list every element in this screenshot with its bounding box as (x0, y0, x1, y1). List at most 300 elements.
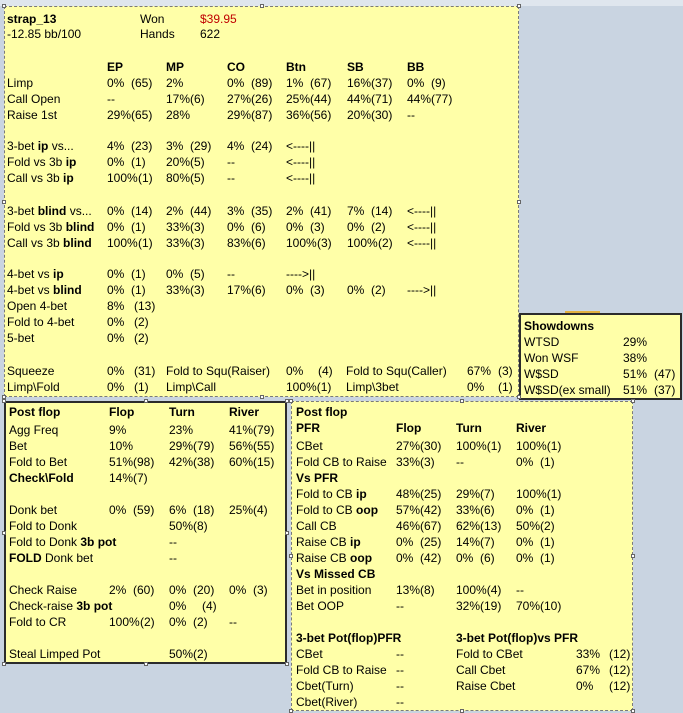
stat-value: 42% (169, 455, 194, 469)
row-label (9, 599, 112, 613)
stat-value: 62% (456, 519, 481, 533)
sample-count: (12) (609, 679, 631, 693)
won-value: $39.95 (200, 12, 237, 26)
section-vs-pfr: Vs PFR (296, 471, 339, 485)
stat-value: 4% (227, 139, 245, 153)
stat-value: 8% (107, 299, 125, 313)
resize-handle[interactable] (631, 709, 635, 713)
stat-value: -- (227, 155, 235, 169)
stat-value: 14% (109, 471, 134, 485)
stat-value: 0% (107, 380, 125, 394)
sample-count: (1) (498, 380, 513, 394)
stat-value: 0% (107, 283, 125, 297)
sample-count: (2) (134, 331, 149, 345)
hands-value: 622 (200, 27, 221, 41)
row-label: Check\Fold (9, 471, 74, 485)
stat-value: 9% (109, 423, 127, 437)
sample-count: (8) (420, 583, 435, 597)
sample-count: (71) (371, 92, 393, 106)
sample-count: (44) (190, 204, 212, 218)
stat-value: 1% (286, 76, 304, 90)
stat-value: 60% (229, 455, 254, 469)
stat-value: 29% (169, 439, 194, 453)
sample-count: (2) (540, 519, 555, 533)
sample-count: (5) (190, 267, 205, 281)
resize-handle[interactable] (260, 4, 264, 8)
sample-count: (1) (131, 155, 146, 169)
row-label (296, 455, 387, 469)
row-label: Raise Cbet (456, 679, 516, 693)
stat-value: 0% (169, 599, 187, 613)
threebet-vs-pfr-title: 3-bet Pot(flop)vs PFR (456, 631, 578, 645)
stat-value: -- (396, 663, 404, 677)
stat-value: 20% (347, 108, 372, 122)
position-header-co: CO (227, 60, 245, 74)
stat-value: 0% (229, 583, 247, 597)
stat-value: 0% (396, 535, 414, 549)
position-header-bb: BB (407, 60, 425, 74)
row-label: Squeeze (7, 364, 55, 378)
stat-value: -- (396, 679, 404, 693)
stat-value: -- (169, 551, 177, 565)
resize-handle[interactable] (289, 709, 293, 713)
row-label-part: ip (37, 139, 49, 153)
sample-count: (25) (420, 487, 442, 501)
row-label-part: Fold to CB (296, 503, 357, 517)
stat-value: 3% (227, 204, 245, 218)
street-header-turn: Turn (169, 405, 195, 419)
row-label (296, 519, 337, 533)
sample-count: (2) (140, 615, 155, 629)
sample-count: (3) (420, 455, 435, 469)
row-label: Fold CB to Raise (296, 663, 387, 677)
sample-count: (6) (480, 551, 495, 565)
stat-value: 57% (396, 503, 421, 517)
row-label: Limp\Fold (7, 380, 60, 394)
stat-value: 0% (169, 583, 187, 597)
row-label (7, 220, 94, 234)
row-label-part: Raise CB (296, 551, 351, 565)
stat-value: 2% (286, 204, 304, 218)
resize-handle[interactable] (285, 662, 289, 666)
stat-value: 2% (166, 204, 184, 218)
row-label-part: Call vs 3b (7, 236, 64, 250)
row-label: Limp (7, 76, 34, 90)
sample-count: (1) (138, 171, 153, 185)
row-label-part: 3b pot (80, 535, 117, 549)
row-label: WTSD (524, 335, 560, 349)
row-label: Fold to 4-bet (7, 315, 75, 329)
showdowns-title: Showdowns (524, 319, 594, 333)
stat-value: 29% (456, 487, 481, 501)
stat-value: 0% (107, 267, 125, 281)
sample-count: (7) (133, 471, 148, 485)
stat-value: 0% (576, 679, 594, 693)
sample-count: (87) (251, 108, 273, 122)
stat-value: 83% (227, 236, 252, 250)
row-label (9, 551, 93, 565)
stat-value: 27% (227, 92, 252, 106)
row-label-part: vs... (66, 204, 92, 218)
sample-count: (55) (253, 439, 275, 453)
row-label: Cbet(Turn) (296, 679, 354, 693)
street-header-flop: Flop (109, 405, 135, 419)
row-label: Fold to Squ(Caller) (346, 364, 447, 378)
postflop-title: Post flop (296, 405, 348, 419)
row-label: Won WSF (524, 351, 579, 365)
row-label: W$SD (524, 367, 559, 381)
stat-value: 29% (227, 108, 252, 122)
resize-handle[interactable] (2, 531, 6, 535)
row-label: Steal Limped Pot (9, 647, 101, 661)
row-label-part: Fold vs 3b (7, 155, 66, 169)
stat-value: 67% (576, 663, 601, 677)
stat-value: 0% (516, 535, 534, 549)
row-label-part: Fold vs 3b (7, 220, 66, 234)
row-label-part: blind (53, 283, 82, 297)
row-label (7, 204, 92, 218)
stat-value: 67% (467, 364, 492, 378)
sample-count: (31) (134, 364, 156, 378)
sample-count: (42) (420, 503, 442, 517)
sample-count: (5) (190, 171, 205, 185)
sample-count: (8) (193, 519, 208, 533)
stat-value: 33% (576, 647, 601, 661)
row-label: Donk bet (9, 503, 58, 517)
sample-count: (2) (193, 647, 208, 661)
sample-count: (37) (654, 383, 676, 397)
resize-handle[interactable] (631, 399, 635, 403)
stat-value: 10% (109, 439, 134, 453)
row-label-part: 4-bet vs (7, 283, 54, 297)
stat-value: 70% (516, 599, 541, 613)
stat-value: 25% (286, 92, 311, 106)
resize-handle[interactable] (285, 531, 289, 535)
resize-handle[interactable] (2, 662, 6, 666)
resize-handle[interactable] (2, 399, 6, 403)
sample-count: (3) (190, 236, 205, 250)
stat-value: 29% (107, 108, 132, 122)
bb-rate: -12.85 bb/100 (7, 27, 82, 41)
stat-value: -- (169, 535, 177, 549)
stat-value: 17% (227, 283, 252, 297)
row-label-part: 3b pot (76, 599, 113, 613)
sample-count: (30) (371, 108, 393, 122)
stat-value: 0% (407, 76, 425, 90)
sample-count: (5) (190, 155, 205, 169)
stat-value: -- (456, 455, 464, 469)
sample-count: (79) (193, 439, 215, 453)
resize-handle[interactable] (631, 554, 635, 558)
stat-value: -- (407, 108, 415, 122)
stat-value: 0% (467, 380, 485, 394)
stat-value: 14% (456, 535, 481, 549)
row-label (296, 535, 361, 549)
stat-value: 0% (107, 315, 125, 329)
sample-count: (1) (138, 236, 153, 250)
resize-handle[interactable] (460, 709, 464, 713)
stat-value: 33% (396, 455, 421, 469)
stat-value: 0% (286, 220, 304, 234)
row-label: Agg Freq (9, 423, 59, 437)
row-label: Fold to Donk (9, 519, 78, 533)
stat-value: 41% (229, 423, 254, 437)
resize-handle[interactable] (2, 200, 6, 204)
sample-count: (4) (318, 364, 333, 378)
sample-count: (9) (431, 76, 446, 90)
position-header-sb: SB (347, 60, 364, 74)
stat-value: -- (107, 92, 115, 106)
sample-count: (1) (540, 551, 555, 565)
sample-count: (42) (420, 551, 442, 565)
direction-arrow: ---->|| (286, 267, 316, 281)
stat-value: 50% (169, 647, 194, 661)
sample-count: (77) (431, 92, 453, 106)
resize-handle[interactable] (289, 554, 293, 558)
row-label-part: Donk bet (41, 551, 94, 565)
sample-count: (4) (202, 599, 217, 613)
sample-count: (14) (371, 204, 393, 218)
sample-count: (6) (480, 503, 495, 517)
row-label-part: ip (65, 155, 77, 169)
sample-count: (1) (540, 455, 555, 469)
sample-count: (7) (480, 487, 495, 501)
sample-count: (2) (193, 615, 208, 629)
stat-value: 38% (623, 351, 648, 365)
stat-value: 25% (229, 503, 254, 517)
row-label-part: Bet OOP (296, 599, 345, 613)
row-label-part: ip (356, 487, 367, 501)
row-label-part: CBet (296, 439, 323, 453)
sample-count: (6) (251, 236, 266, 250)
stat-value: 0% (516, 455, 534, 469)
stat-value: 27% (396, 439, 421, 453)
row-label-part: Call CB (296, 519, 337, 533)
sample-count: (12) (609, 647, 631, 661)
row-label: Fold to Squ(Raiser) (166, 364, 271, 378)
position-header-mp: MP (166, 60, 184, 74)
stat-value: 51% (109, 455, 134, 469)
sample-count: (59) (133, 503, 155, 517)
sample-count: (24) (251, 139, 273, 153)
row-label (7, 171, 74, 185)
stat-value: 0% (516, 551, 534, 565)
sample-count: (26) (251, 92, 273, 106)
resize-handle[interactable] (2, 4, 6, 8)
stat-value: 6% (169, 503, 187, 517)
direction-arrow: <----|| (286, 171, 316, 185)
stat-value: 0% (347, 283, 365, 297)
stat-value: 32% (456, 599, 481, 613)
stat-value: 0% (109, 503, 127, 517)
row-label: Open 4-bet (7, 299, 68, 313)
sample-count: (67) (310, 76, 332, 90)
stat-value: 44% (347, 92, 372, 106)
sample-count: (3) (190, 283, 205, 297)
row-label-part: Fold to Donk (9, 535, 81, 549)
row-label (7, 139, 74, 153)
stat-value: 17% (166, 92, 191, 106)
stat-value: 100%(1) (456, 439, 502, 453)
sample-count: (35) (251, 204, 273, 218)
sample-count: (44) (310, 92, 332, 106)
position-header-btn: Btn (286, 60, 306, 74)
stat-value: 100%(1) (516, 439, 562, 453)
sample-count: (2) (371, 283, 386, 297)
threebet-pfr-title: 3-bet Pot(flop)PFR (296, 631, 402, 645)
resize-handle[interactable] (460, 399, 464, 403)
row-label-part: Check-raise (9, 599, 77, 613)
sample-count: (23) (131, 139, 153, 153)
stat-value: 0% (227, 220, 245, 234)
direction-arrow: <----|| (407, 236, 437, 250)
sample-count: (41) (310, 204, 332, 218)
sample-count: (25) (420, 535, 442, 549)
direction-arrow: ---->|| (407, 283, 437, 297)
resize-handle[interactable] (517, 395, 521, 399)
stat-value: 100% (107, 171, 138, 185)
row-label: Raise 1st (7, 108, 58, 122)
direction-arrow: <----|| (286, 155, 316, 169)
street-header-river: River (229, 405, 260, 419)
sample-count: (3) (190, 220, 205, 234)
row-label (296, 487, 367, 501)
stat-value: 2% (166, 76, 184, 90)
sample-count: (1) (131, 267, 146, 281)
won-label: Won (140, 12, 165, 26)
sample-count: (13) (134, 299, 156, 313)
sample-count: (10) (540, 599, 562, 613)
row-label: Fold to CR (9, 615, 67, 629)
sample-count: (12) (609, 663, 631, 677)
stat-value: 23% (169, 423, 194, 437)
sample-count: (60) (133, 583, 155, 597)
sample-count: (14) (131, 204, 153, 218)
sample-count: (1) (540, 503, 555, 517)
row-label (296, 551, 372, 565)
row-label: 5-bet (7, 331, 35, 345)
row-label: Fold to CBet (456, 647, 523, 661)
stat-value: 0% (286, 364, 304, 378)
stat-value: 7% (347, 204, 365, 218)
sample-count: (1) (131, 220, 146, 234)
stat-value: 29% (623, 335, 648, 349)
row-label (296, 599, 344, 613)
row-label-part: 4-bet vs (7, 267, 54, 281)
stat-value: 0% (107, 220, 125, 234)
row-label-part: 3-bet (7, 139, 38, 153)
row-label-part: Raise CB (296, 535, 351, 549)
stat-value: 50% (169, 519, 194, 533)
row-label-part: Fold to CB (296, 487, 357, 501)
sample-count: (56) (310, 108, 332, 122)
stat-value: 0% (166, 267, 184, 281)
row-label-part: 3-bet (7, 204, 38, 218)
stat-value: 0% (347, 220, 365, 234)
stat-value: 36% (286, 108, 311, 122)
row-label (7, 267, 64, 281)
resize-handle[interactable] (517, 4, 521, 8)
row-label-part: Fold CB to Raise (296, 455, 387, 469)
row-label-part: ip (53, 267, 64, 281)
postflop-title: Post flop (9, 405, 61, 419)
row-label (7, 155, 76, 169)
direction-arrow: <----|| (407, 220, 437, 234)
sample-count: (1) (134, 380, 149, 394)
row-label-part: vs... (48, 139, 74, 153)
sample-count: (3) (310, 220, 325, 234)
stat-value: 100%(1) (516, 487, 562, 501)
row-label (7, 236, 92, 250)
street-header-river: River (516, 421, 547, 435)
stat-value: 100% (347, 236, 378, 250)
sample-count: (38) (193, 455, 215, 469)
stat-value: 0% (107, 155, 125, 169)
section-pfr: PFR (296, 421, 320, 435)
stat-value: 0% (107, 76, 125, 90)
sample-count: (29) (190, 139, 212, 153)
sample-count: (89) (251, 76, 273, 90)
player-name: strap_13 (7, 12, 57, 26)
stat-value: 80% (166, 171, 191, 185)
resize-handle[interactable] (144, 399, 148, 403)
stat-value: -- (396, 695, 404, 709)
stat-value: 0% (107, 204, 125, 218)
resize-handle[interactable] (144, 662, 148, 666)
row-label (9, 535, 116, 549)
resize-handle[interactable] (289, 399, 293, 403)
row-label: Limp\Call (166, 380, 217, 394)
sample-count: (3) (310, 283, 325, 297)
resize-handle[interactable] (260, 395, 264, 399)
sample-count: (2) (134, 315, 149, 329)
stat-value: 44% (407, 92, 432, 106)
row-label: CBet (296, 647, 323, 661)
resize-handle[interactable] (517, 200, 521, 204)
stat-value: 33% (166, 283, 191, 297)
stat-value: -- (227, 171, 235, 185)
stat-value: -- (229, 615, 237, 629)
stat-value: 0% (227, 76, 245, 90)
stat-value: -- (396, 599, 404, 613)
sample-count: (2) (378, 236, 393, 250)
stat-value: -- (396, 647, 404, 661)
row-label-part: blind (37, 204, 67, 218)
sample-count: (3) (498, 364, 513, 378)
row-label-part: ip (350, 535, 361, 549)
stat-value: 0% (516, 503, 534, 517)
stat-value: 48% (396, 487, 421, 501)
sample-count: (6) (251, 283, 266, 297)
sample-count: (98) (133, 455, 155, 469)
stat-value: 100% (107, 236, 138, 250)
stat-value: -- (227, 267, 235, 281)
row-label: Limp\3bet (346, 380, 399, 394)
sample-count: (15) (253, 455, 275, 469)
sample-count: (37) (371, 76, 393, 90)
sample-count: (3) (317, 236, 332, 250)
stat-value: 100% (286, 236, 317, 250)
stat-value: 33% (456, 503, 481, 517)
preflop-stats-panel[interactable] (4, 6, 519, 397)
street-header-turn: Turn (456, 421, 482, 435)
row-label (7, 283, 82, 297)
stat-value: 0% (169, 615, 187, 629)
sample-count: (7) (480, 535, 495, 549)
sample-count: (79) (253, 423, 275, 437)
sample-count: (65) (131, 108, 153, 122)
sample-count: (13) (480, 519, 502, 533)
